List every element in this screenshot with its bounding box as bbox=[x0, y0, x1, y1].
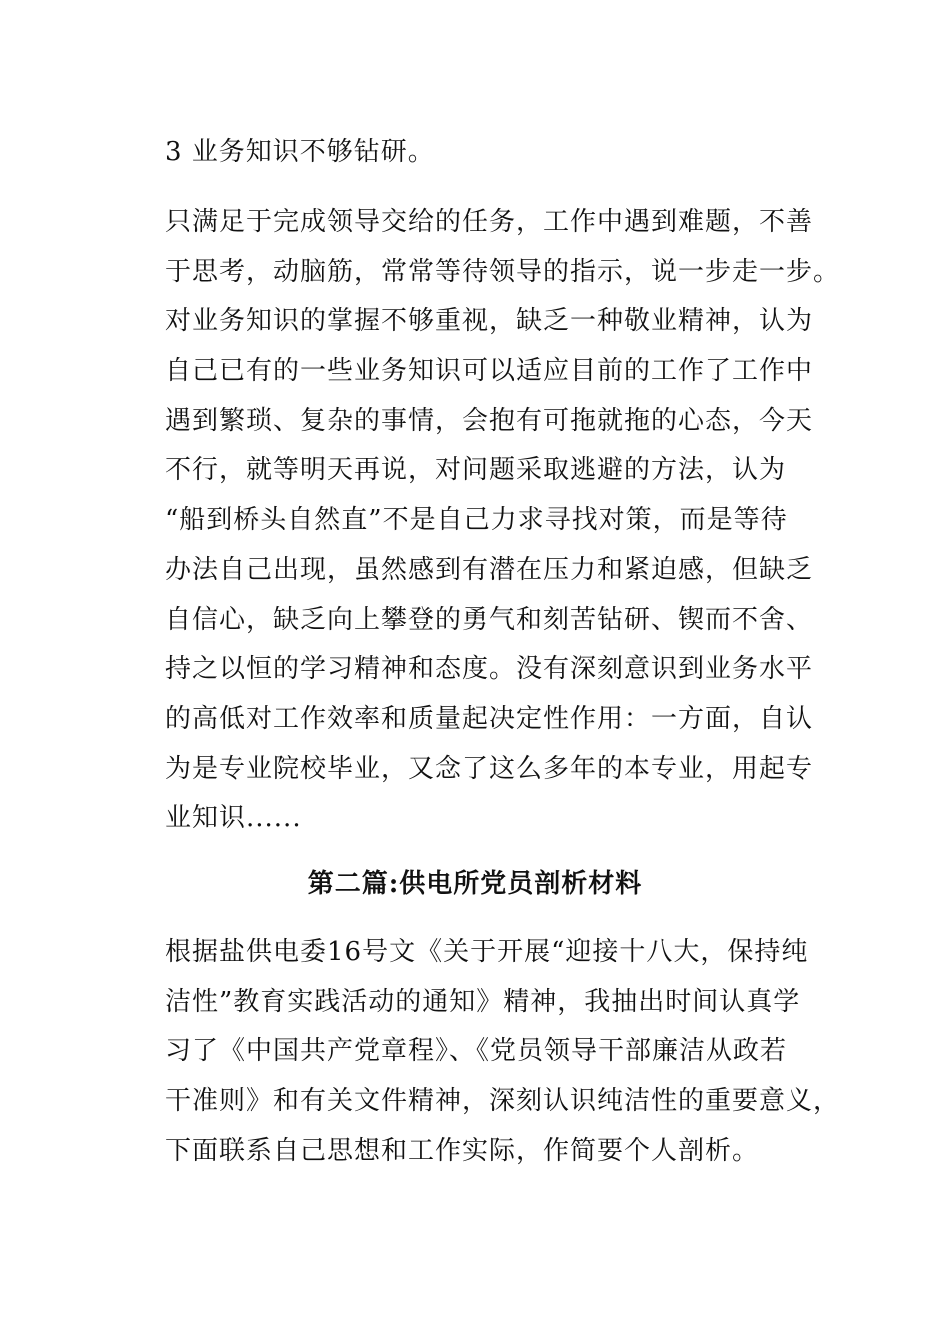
item-heading: 3 业务知识不够钻研。 bbox=[165, 137, 435, 167]
paragraph-line: 干准则》和有关文件精神，深刻认识纯洁性的重要意义， bbox=[165, 1086, 841, 1117]
paragraph-line: 习了《中国共产党章程》、《党员领导干部廉洁从政若 bbox=[165, 1036, 788, 1067]
paragraph-line: 洁性”教育实践活动的通知》精神，我抽出时间认真学 bbox=[165, 986, 801, 1017]
paragraph-line: 不行，就等明天再说，对问题采取逃避的方法，认为 bbox=[165, 455, 787, 486]
paragraph-line: “船到桥头自然直”不是自己力求寻找对策，而是等待 bbox=[165, 505, 788, 536]
paragraph-line: 持之以恒的学习精神和态度。没有深刻意识到业务水平 bbox=[165, 654, 814, 685]
paragraph-line: 的高低对工作效率和质量起决定性作用：一方面，自认 bbox=[165, 703, 814, 734]
paragraph-2 bbox=[165, 928, 841, 1176]
paragraph-line: 办法自己出现，虽然感到有潜在压力和紧迫感，但缺乏 bbox=[165, 554, 814, 585]
paragraph-line: 业知识...... bbox=[165, 803, 302, 834]
paragraph-line: 自信心，缺乏向上攀登的勇气和刻苦钻研、锲而不舍、 bbox=[165, 604, 814, 635]
paragraph-line: 于思考，动脑筋，常常等待领导的指示，说一步走一步。 bbox=[165, 256, 841, 287]
paragraph-line: 为是专业院校毕业，又念了这么多年的本专业，用起专 bbox=[165, 753, 814, 784]
paragraph-line: 只满足于完成领导交给的任务，工作中遇到难题，不善 bbox=[165, 207, 814, 237]
paragraph-line: 自己已有的一些业务知识可以适应目前的工作了工作中 bbox=[165, 356, 814, 387]
section-title: 第二篇:供电所党员剖析材料 bbox=[307, 869, 643, 899]
paragraph-1 bbox=[165, 198, 841, 844]
paragraph-line: 遇到繁琐、复杂的事情，会抱有可拖就拖的心态，今天 bbox=[165, 405, 814, 436]
paragraph-line: 对业务知识的掌握不够重视，缺乏一种敬业精神，认为 bbox=[165, 306, 814, 337]
paragraph-line: 下面联系自己思想和工作实际，作简要个人剖析。 bbox=[165, 1135, 760, 1166]
paragraph-line: 根据盐供电委16号文《关于开展“迎接十八大，保持纯 bbox=[165, 937, 809, 967]
